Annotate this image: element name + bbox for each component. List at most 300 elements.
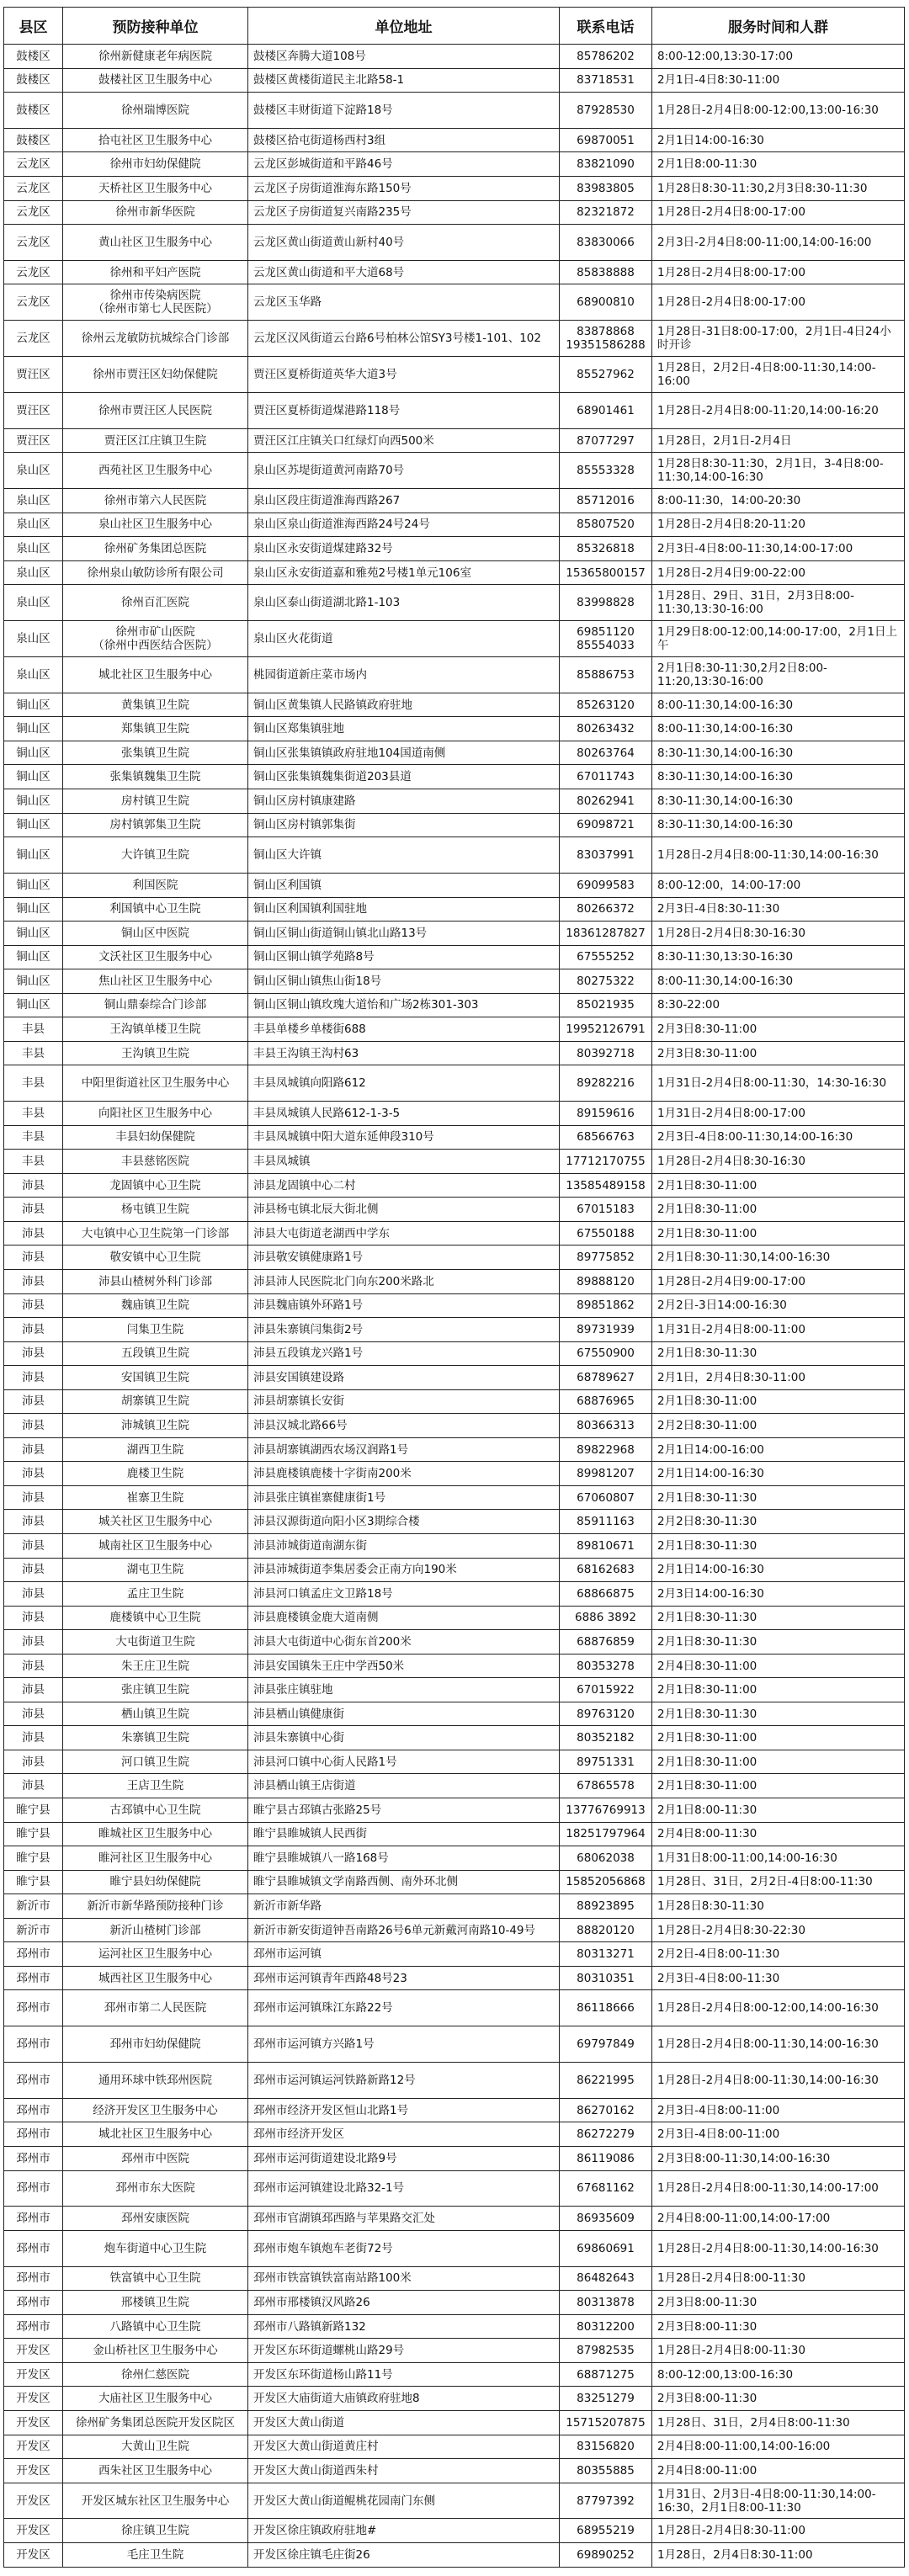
table-row — [4, 2146, 905, 2170]
service-time-cell: 1月31日、2月3日-4日8:00-11:30,14:00-16:30，2月1日8:00-11:30 — [652, 2483, 905, 2519]
table-row — [4, 1798, 905, 1823]
table-row — [4, 2519, 905, 2543]
unit-cell: 敬安镇中心卫生院 — [63, 1246, 248, 1270]
unit-cell: 胡寨镇卫生院 — [63, 1389, 248, 1414]
table-row — [4, 489, 905, 513]
address-cell: 沛县朱寨镇闫集街2号 — [248, 1318, 560, 1342]
county-cell: 开发区 — [4, 2459, 63, 2483]
unit-cell: 古邳镇中心卫生院 — [63, 1798, 248, 1823]
unit-cell: 邳州安康医院 — [63, 2207, 248, 2231]
address-cell: 云龙区玉华路 — [248, 284, 560, 321]
unit-cell: 铜山鼎泰综合门诊部 — [63, 993, 248, 1017]
phone-cell: 88923895 — [560, 1894, 652, 1919]
county-cell: 铜山区 — [4, 813, 63, 837]
address-cell: 邳州市炮车镇炮车老街72号 — [248, 2230, 560, 2266]
unit-cell: 湖西卫生院 — [63, 1437, 248, 1462]
unit-cell: 城南社区卫生服务中心 — [63, 1534, 248, 1559]
phone-cell: 86935609 — [560, 2207, 652, 2231]
service-time-cell: 2月1日，2月4日8:30-11:00 — [652, 1366, 905, 1390]
service-time-cell: 1月28日，2月1日-2月4日 — [652, 428, 905, 453]
service-time-cell: 8:30-22:00 — [652, 993, 905, 1017]
phone-cell: 69098721 — [560, 813, 652, 837]
table-row — [4, 1606, 905, 1630]
unit-cell: 闫集卫生院 — [63, 1318, 248, 1342]
phone-cell: 83878868 19351586288 — [560, 321, 652, 357]
phone-cell: 83998828 — [560, 585, 652, 621]
county-cell: 沛县 — [4, 1366, 63, 1390]
service-time-cell: 2月4日8:00-11:00 — [652, 2459, 905, 2483]
address-cell: 沛县五段镇龙兴路1号 — [248, 1341, 560, 1366]
address-cell: 邳州市运河镇建设北路32-1号 — [248, 2170, 560, 2207]
county-cell: 开发区 — [4, 2387, 63, 2411]
service-time-cell: 2月1日14:00-16:30 — [652, 128, 905, 152]
table-header — [4, 8, 905, 45]
table-row — [4, 2098, 905, 2122]
unit-cell: 丰县慈铭医院 — [63, 1150, 248, 1174]
service-time-cell: 8:30-11:30,13:30-16:30 — [652, 945, 905, 969]
address-cell: 开发区徐庄镇毛庄街26 — [248, 2543, 560, 2568]
address-cell: 铜山区大许镇 — [248, 837, 560, 874]
phone-cell: 85712016 — [560, 489, 652, 513]
phone-cell: 83821090 — [560, 152, 652, 177]
county-cell: 开发区 — [4, 2543, 63, 2568]
table-row — [4, 1774, 905, 1798]
address-cell: 开发区大黄山街道鲲桃花园南门东侧 — [248, 2483, 560, 2519]
county-cell: 云龙区 — [4, 200, 63, 225]
unit-cell: 大庙社区卫生服务中心 — [63, 2387, 248, 2411]
address-cell: 沛县杨屯镇北辰大街北侧 — [248, 1198, 560, 1222]
address-cell: 开发区大黄山街道 — [248, 2411, 560, 2435]
county-cell: 邳州市 — [4, 2291, 63, 2315]
address-cell: 丰县凤城镇中阳大道东延伸段310号 — [248, 1125, 560, 1150]
table-row — [4, 2483, 905, 2519]
address-cell: 邳州市运河镇方兴路1号 — [248, 2026, 560, 2063]
county-cell: 开发区 — [4, 2483, 63, 2519]
address-cell: 铜山区郑集镇驻地 — [248, 717, 560, 741]
service-time-cell: 2月1日8:30-11:00 — [652, 1726, 905, 1750]
phone-cell: 85911163 — [560, 1510, 652, 1534]
phone-cell: 68871275 — [560, 2362, 652, 2387]
service-time-cell: 2月2日8:30-11:00 — [652, 1414, 905, 1438]
phone-cell: 83718531 — [560, 68, 652, 93]
service-time-cell: 2月3日-4日8:30-11:30 — [652, 897, 905, 922]
table-row — [4, 717, 905, 741]
service-time-cell: 1月28日-2月4日8:00-11:30,14:00-17:00 — [652, 2170, 905, 2207]
service-time-cell: 2月1日8:30-11:30,14:00-16:30 — [652, 1246, 905, 1270]
county-cell: 铜山区 — [4, 693, 63, 717]
county-cell: 新沂市 — [4, 1894, 63, 1919]
county-cell: 沛县 — [4, 1269, 63, 1293]
phone-cell: 89282216 — [560, 1065, 652, 1102]
service-time-cell: 2月4日8:30-11:00 — [652, 1654, 905, 1678]
address-cell: 沛县栖山镇健康街 — [248, 1702, 560, 1726]
phone-cell: 67555252 — [560, 945, 652, 969]
table-row — [4, 1041, 905, 1065]
address-cell: 沛县安国镇朱王庄中学西50米 — [248, 1654, 560, 1678]
county-cell: 泉山区 — [4, 657, 63, 693]
table-row — [4, 1125, 905, 1150]
county-cell: 云龙区 — [4, 260, 63, 284]
service-time-cell: 2月4日8:00-11:00,14:00-17:00 — [652, 2207, 905, 2231]
unit-cell: 河口镇卫生院 — [63, 1750, 248, 1774]
unit-cell: 房村镇卫生院 — [63, 789, 248, 814]
header-address: 单位地址 — [248, 8, 560, 45]
service-time-cell: 2月1日14:00-16:30 — [652, 1558, 905, 1582]
service-time-cell: 2月3日8:00-11:30 — [652, 2387, 905, 2411]
address-cell: 邳州市运河镇珠江东路22号 — [248, 1990, 560, 2026]
phone-cell: 86119086 — [560, 2146, 652, 2170]
unit-cell: 天桥社区卫生服务中心 — [63, 177, 248, 201]
address-cell: 沛县胡寨镇湖西农场汉润路1号 — [248, 1437, 560, 1462]
unit-cell: 睢宁县妇幼保健院 — [63, 1870, 248, 1894]
service-time-cell: 2月2日-3日14:00-16:30 — [652, 1293, 905, 1318]
address-cell: 睢宁县睢城镇人民西街 — [248, 1822, 560, 1846]
table-row — [4, 1894, 905, 1919]
phone-cell: 80262941 — [560, 789, 652, 814]
unit-cell: 中阳里街道社区卫生服务中心 — [63, 1065, 248, 1102]
phone-cell: 80313878 — [560, 2291, 652, 2315]
county-cell: 丰县 — [4, 1017, 63, 1042]
phone-cell: 82321872 — [560, 200, 652, 225]
address-cell: 沛县大屯街道老湖西中学东 — [248, 1221, 560, 1246]
table-row — [4, 2207, 905, 2231]
address-cell: 铜山区利国镇利国驻地 — [248, 897, 560, 922]
phone-cell: 69870051 — [560, 128, 652, 152]
service-time-cell: 8:30-11:30,14:00-16:30 — [652, 765, 905, 789]
service-time-cell: 2月1日14:00-16:00 — [652, 1437, 905, 1462]
address-cell: 丰县凤城镇人民路612-1-3-5 — [248, 1102, 560, 1126]
service-time-cell: 1月28日、31日，2月2日-4日8:00-11:30 — [652, 1870, 905, 1894]
phone-cell: 86221995 — [560, 2063, 652, 2099]
table-row — [4, 657, 905, 693]
phone-cell: 80392718 — [560, 1041, 652, 1065]
county-cell: 沛县 — [4, 1198, 63, 1222]
address-cell: 开发区东环街道螺桃山路29号 — [248, 2339, 560, 2363]
county-cell: 睢宁县 — [4, 1870, 63, 1894]
service-time-cell: 1月28日-2月4日8:00-17:00 — [652, 284, 905, 321]
unit-cell: 杨屯镇卫生院 — [63, 1198, 248, 1222]
phone-cell: 67865578 — [560, 1774, 652, 1798]
table-row — [4, 428, 905, 453]
address-cell: 邳州市经济开发区 — [248, 2122, 560, 2147]
service-time-cell: 1月28日-2月4日8:20-11:20 — [652, 513, 905, 537]
table-row — [4, 2314, 905, 2339]
unit-cell: 城西社区卫生服务中心 — [63, 1966, 248, 1990]
table-row — [4, 873, 905, 897]
phone-cell: 83983805 — [560, 177, 652, 201]
unit-cell: 鹿楼镇中心卫生院 — [63, 1606, 248, 1630]
address-cell: 沛县汉源街道向阳小区3期综合楼 — [248, 1510, 560, 1534]
service-time-cell: 1月28日-2月4日8:00-11:30 — [652, 2266, 905, 2291]
county-cell: 铜山区 — [4, 993, 63, 1017]
county-cell: 沛县 — [4, 1678, 63, 1702]
county-cell: 睢宁县 — [4, 1798, 63, 1823]
unit-cell: 邢楼镇卫生院 — [63, 2291, 248, 2315]
service-time-cell: 1月28日-2月4日8:00-11:30,14:00-16:30 — [652, 2063, 905, 2099]
unit-cell: 沛县山楂树外科门诊部 — [63, 1269, 248, 1293]
table-row — [4, 321, 905, 357]
address-cell: 铜山区铜山街道铜山镇北山路13号 — [248, 922, 560, 946]
phone-cell: 86272279 — [560, 2122, 652, 2147]
service-time-cell: 8:00-11:30，14:00-20:30 — [652, 489, 905, 513]
unit-cell: 崔寨卫生院 — [63, 1485, 248, 1510]
unit-cell: 魏庙镇卫生院 — [63, 1293, 248, 1318]
unit-cell: 徐州和平妇产医院 — [63, 260, 248, 284]
table-row — [4, 284, 905, 321]
service-time-cell: 2月3日8:30-11:00 — [652, 1017, 905, 1042]
table-row — [4, 1246, 905, 1270]
service-time-cell: 2月3日14:00-16:30 — [652, 1582, 905, 1607]
county-cell: 泉山区 — [4, 513, 63, 537]
table-row — [4, 1389, 905, 1414]
unit-cell: 郑集镇卫生院 — [63, 717, 248, 741]
unit-cell: 铜山区中医院 — [63, 922, 248, 946]
phone-cell: 68566763 — [560, 1125, 652, 1150]
phone-cell: 85326818 — [560, 537, 652, 561]
phone-cell: 67060807 — [560, 1485, 652, 1510]
county-cell: 丰县 — [4, 1150, 63, 1174]
county-cell: 沛县 — [4, 1558, 63, 1582]
unit-cell: 新沂山楂树门诊部 — [63, 1918, 248, 1942]
unit-cell: 城关社区卫生服务中心 — [63, 1510, 248, 1534]
address-cell: 丰县单楼乡单楼街688 — [248, 1017, 560, 1042]
address-cell: 睢宁县睢城镇文学南路西侧、南外环北侧 — [248, 1870, 560, 1894]
county-cell: 云龙区 — [4, 321, 63, 357]
table-row — [4, 1966, 905, 1990]
address-cell: 沛县张庄镇驻地 — [248, 1678, 560, 1702]
phone-cell: 67550900 — [560, 1341, 652, 1366]
county-cell: 沛县 — [4, 1630, 63, 1654]
unit-cell: 徐州市贾汪区人民医院 — [63, 392, 248, 428]
address-cell: 铜山区张集镇镇政府驻地104国道南侧 — [248, 741, 560, 765]
unit-cell: 利国医院 — [63, 873, 248, 897]
unit-cell: 新沂市新华路预防接种门诊 — [63, 1894, 248, 1919]
table-row — [4, 2411, 905, 2435]
service-time-cell: 8:00-12:00,13:30-17:00 — [652, 45, 905, 69]
unit-cell: 大屯街道卫生院 — [63, 1630, 248, 1654]
table-row — [4, 1750, 905, 1774]
table-row — [4, 1990, 905, 2026]
service-time-cell: 1月31日8:00-11:00,14:00-16:30 — [652, 1846, 905, 1871]
county-cell: 泉山区 — [4, 560, 63, 585]
unit-cell: 运河社区卫生服务中心 — [63, 1942, 248, 1967]
header-service-time: 服务时间和人群 — [652, 8, 905, 45]
table-row — [4, 2459, 905, 2483]
table-row — [4, 2063, 905, 2099]
table-row — [4, 453, 905, 489]
address-cell: 沛县龙固镇中心二村 — [248, 1173, 560, 1198]
service-time-cell: 1月28日-2月4日8:30-22:30 — [652, 1918, 905, 1942]
unit-cell: 睢河社区卫生服务中心 — [63, 1846, 248, 1871]
address-cell: 云龙区子房街道复兴南路235号 — [248, 200, 560, 225]
address-cell: 沛县安国镇建设路 — [248, 1366, 560, 1390]
unit-cell: 徐州市矿山医院 （徐州中西医结合医院） — [63, 621, 248, 657]
unit-cell: 徐州市新华医院 — [63, 200, 248, 225]
phone-cell: 80313271 — [560, 1942, 652, 1967]
table-row — [4, 813, 905, 837]
unit-cell: 西苑社区卫生服务中心 — [63, 453, 248, 489]
county-cell: 贾汪区 — [4, 357, 63, 393]
address-cell: 鼓楼区奔腾大道108号 — [248, 45, 560, 69]
service-time-cell: 1月28日，2月4日8:30-11:00 — [652, 2543, 905, 2568]
unit-cell: 徐州泉山敏防诊所有限公司 — [63, 560, 248, 585]
service-time-cell: 1月31日-2月4日8:00-11:00 — [652, 1318, 905, 1342]
unit-cell: 徐州矿务集团总医院 — [63, 537, 248, 561]
table-row — [4, 1822, 905, 1846]
county-cell: 丰县 — [4, 1102, 63, 1126]
county-cell: 沛县 — [4, 1318, 63, 1342]
service-time-cell: 2月1日8:30-11:00 — [652, 1750, 905, 1774]
service-time-cell: 1月28日-2月4日8:00-11:30,14:00-16:30 — [652, 837, 905, 874]
service-time-cell: 1月28日-2月4日8:30-11:00 — [652, 2519, 905, 2543]
address-cell: 沛县朱寨镇中心街 — [248, 1726, 560, 1750]
county-cell: 铜山区 — [4, 717, 63, 741]
service-time-cell: 1月28日-31日8:00-17:00，2月1日-4日24小时开诊 — [652, 321, 905, 357]
unit-cell: 拾屯社区卫生服务中心 — [63, 128, 248, 152]
unit-cell: 大黄山卫生院 — [63, 2435, 248, 2459]
table-row — [4, 1726, 905, 1750]
unit-cell: 大屯镇中心卫生院第一门诊部 — [63, 1221, 248, 1246]
address-cell: 沛县鹿楼镇金鹿大道南侧 — [248, 1606, 560, 1630]
phone-cell: 86482643 — [560, 2266, 652, 2291]
unit-cell: 泉山社区卫生服务中心 — [63, 513, 248, 537]
unit-cell: 徐庄镇卫生院 — [63, 2519, 248, 2543]
county-cell: 邳州市 — [4, 1966, 63, 1990]
address-cell: 邳州市运河镇运河铁路新路12号 — [248, 2063, 560, 2099]
county-cell: 沛县 — [4, 1750, 63, 1774]
address-cell: 新沂市新安街道钟吾南路26号6单元新戴河南路10-49号 — [248, 1918, 560, 1942]
unit-cell: 王店卫生院 — [63, 1774, 248, 1798]
phone-cell: 80263764 — [560, 741, 652, 765]
service-time-cell: 2月3日-4日8:00-11:30,14:00-16:30 — [652, 1125, 905, 1150]
service-time-cell: 2月1日8:30-11:00 — [652, 1774, 905, 1798]
table-row — [4, 741, 905, 765]
table-row — [4, 2170, 905, 2207]
service-time-cell: 1月28日8:30-11:30 — [652, 1894, 905, 1919]
table-row — [4, 152, 905, 177]
county-cell: 邳州市 — [4, 2063, 63, 2099]
unit-cell: 睢城社区卫生服务中心 — [63, 1822, 248, 1846]
phone-cell: 88820120 — [560, 1918, 652, 1942]
phone-cell: 68901461 — [560, 392, 652, 428]
county-cell: 沛县 — [4, 1462, 63, 1486]
unit-cell: 徐州瑞博医院 — [63, 93, 248, 129]
unit-cell: 通用环球中铁邳州医院 — [63, 2063, 248, 2099]
unit-cell: 徐州矿务集团总医院开发区院区 — [63, 2411, 248, 2435]
unit-cell: 城北社区卫生服务中心 — [63, 657, 248, 693]
phone-cell: 68876965 — [560, 1389, 652, 1414]
phone-cell: 80353278 — [560, 1654, 652, 1678]
county-cell: 沛县 — [4, 1246, 63, 1270]
service-time-cell: 2月4日8:00-11:00,14:00-16:00 — [652, 2435, 905, 2459]
unit-cell: 毛庄卫生院 — [63, 2543, 248, 2568]
table-row — [4, 200, 905, 225]
service-time-cell: 2月1日8:30-11:00 — [652, 1678, 905, 1702]
vaccination-sites-table — [3, 7, 905, 2568]
county-cell: 邳州市 — [4, 2207, 63, 2231]
phone-cell: 69797849 — [560, 2026, 652, 2063]
address-cell: 铜山区房村镇康建路 — [248, 789, 560, 814]
phone-cell: 13776769913 — [560, 1798, 652, 1823]
address-cell: 铜山区利国镇 — [248, 873, 560, 897]
address-cell: 铜山区铜山镇学苑路8号 — [248, 945, 560, 969]
phone-cell: 87982535 — [560, 2339, 652, 2363]
county-cell: 沛县 — [4, 1702, 63, 1726]
county-cell: 沛县 — [4, 1293, 63, 1318]
county-cell: 沛县 — [4, 1485, 63, 1510]
county-cell: 睢宁县 — [4, 1846, 63, 1871]
table-row — [4, 260, 905, 284]
phone-cell: 69890252 — [560, 2543, 652, 2568]
address-cell: 沛县沛人民医院北门向东200米路北 — [248, 1269, 560, 1293]
phone-cell: 86270162 — [560, 2098, 652, 2122]
county-cell: 丰县 — [4, 1125, 63, 1150]
county-cell: 沛县 — [4, 1726, 63, 1750]
unit-cell: 朱寨镇卫生院 — [63, 1726, 248, 1750]
county-cell: 泉山区 — [4, 453, 63, 489]
service-time-cell: 2月2日8:30-11:30 — [652, 1510, 905, 1534]
table-row — [4, 1065, 905, 1102]
service-time-cell: 1月28日-2月4日9:00-17:00 — [652, 1269, 905, 1293]
phone-cell: 69099583 — [560, 873, 652, 897]
table-row — [4, 621, 905, 657]
county-cell: 邳州市 — [4, 2170, 63, 2207]
phone-cell: 89888120 — [560, 1269, 652, 1293]
service-time-cell: 2月1日8:30-11:00 — [652, 1173, 905, 1198]
phone-cell: 67011743 — [560, 765, 652, 789]
header-row — [4, 8, 905, 45]
phone-cell: 89810671 — [560, 1534, 652, 1559]
phone-cell: 6886 3892 — [560, 1606, 652, 1630]
unit-cell: 龙固镇中心卫生院 — [63, 1173, 248, 1198]
county-cell: 铜山区 — [4, 765, 63, 789]
service-time-cell: 2月1日8:00-11:30 — [652, 152, 905, 177]
address-cell: 贾汪区江庄镇关口红绿灯向西500米 — [248, 428, 560, 453]
unit-cell: 金山桥社区卫生服务中心 — [63, 2339, 248, 2363]
service-time-cell: 2月1日8:00-11:30 — [652, 1798, 905, 1823]
service-time-cell: 2月1日8:30-11:30 — [652, 1606, 905, 1630]
address-cell: 邳州市八路镇新路132 — [248, 2314, 560, 2339]
service-time-cell: 8:00-11:30,14:00-16:30 — [652, 717, 905, 741]
table-row — [4, 945, 905, 969]
table-row — [4, 1102, 905, 1126]
address-cell: 云龙区彭城街道和平路46号 — [248, 152, 560, 177]
address-cell: 泉山区永安街道煤建路32号 — [248, 537, 560, 561]
table-row — [4, 2291, 905, 2315]
county-cell: 沛县 — [4, 1510, 63, 1534]
unit-cell: 栖山镇卫生院 — [63, 1702, 248, 1726]
phone-cell: 85263120 — [560, 693, 652, 717]
table-row — [4, 2387, 905, 2411]
phone-cell: 19952126791 — [560, 1017, 652, 1042]
unit-cell: 丰县妇幼保健院 — [63, 1125, 248, 1150]
address-cell: 云龙区子房街道淮海东路150号 — [248, 177, 560, 201]
phone-cell: 87797392 — [560, 2483, 652, 2519]
county-cell: 铜山区 — [4, 741, 63, 765]
phone-cell: 68162683 — [560, 1558, 652, 1582]
county-cell: 云龙区 — [4, 284, 63, 321]
unit-cell: 西朱社区卫生服务中心 — [63, 2459, 248, 2483]
phone-cell: 17712170755 — [560, 1150, 652, 1174]
phone-cell: 89981207 — [560, 1462, 652, 1486]
phone-cell: 80312200 — [560, 2314, 652, 2339]
address-cell: 铜山区铜山镇玫瑰大道怡和广场2栋301-303 — [248, 993, 560, 1017]
unit-cell: 徐州云龙敏防抗城综合门诊部 — [63, 321, 248, 357]
county-cell: 鼓楼区 — [4, 45, 63, 69]
table-row — [4, 2543, 905, 2568]
unit-cell: 孟庄卫生院 — [63, 1582, 248, 1607]
county-cell: 邳州市 — [4, 1990, 63, 2026]
